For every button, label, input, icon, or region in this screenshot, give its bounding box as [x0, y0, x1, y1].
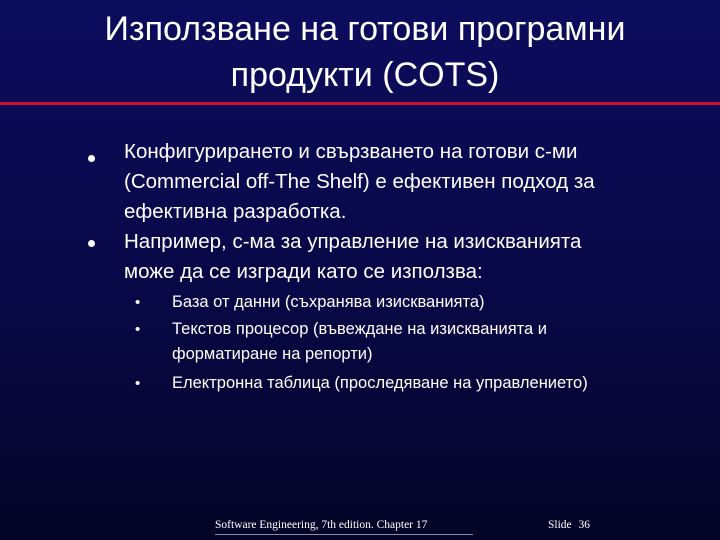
- bullet-dot-icon: [88, 240, 95, 247]
- title-divider: [0, 102, 720, 105]
- sub-bullet-dot-icon: •: [135, 294, 141, 311]
- bullet-dot-icon: [88, 155, 95, 162]
- sub-bullet-1-line-1: База от данни (съхранява изискванията): [172, 293, 485, 311]
- slide-number: Slide 36: [548, 519, 591, 531]
- sub-bullet-dot-icon: •: [135, 375, 141, 392]
- sub-bullet-item-3: [172, 371, 692, 396]
- bullet-2-line-2: може да се изгради като се използва:: [124, 260, 483, 283]
- title-line-1: Използване на готови програмни: [104, 10, 626, 48]
- footer-underline: [215, 534, 473, 535]
- bullet-1-line-2: (Commercial off-The Shelf) е ефективен подход за: [124, 170, 595, 193]
- bullet-1-line-3: ефективна разработка.: [124, 200, 347, 223]
- bullet-2-line-1: Например, с-ма за управление на изискванията: [124, 230, 582, 253]
- sub-bullet-2-line-1: Текстов процесор (въвеждане на изискванията и: [172, 320, 548, 338]
- sub-bullet-3-line-1: Електронна таблица (проследяване на управлението): [172, 374, 588, 392]
- sub-bullet-dot-icon: •: [135, 321, 141, 338]
- sub-bullet-item-1: [172, 290, 692, 315]
- sub-bullet-2-line-2: форматиране на репорти): [172, 345, 373, 363]
- bullet-item-2: [124, 227, 704, 287]
- slide-title: [40, 6, 690, 98]
- footer-source: Software Engineering, 7th edition. Chapter 17: [215, 519, 428, 531]
- bullet-1-line-1: Конфигурирането и свързването на готови с-ми: [124, 140, 578, 163]
- sub-bullet-item-2: [172, 317, 692, 367]
- title-line-2: продукти (COTS): [230, 56, 500, 94]
- bullet-item-1: [124, 137, 704, 227]
